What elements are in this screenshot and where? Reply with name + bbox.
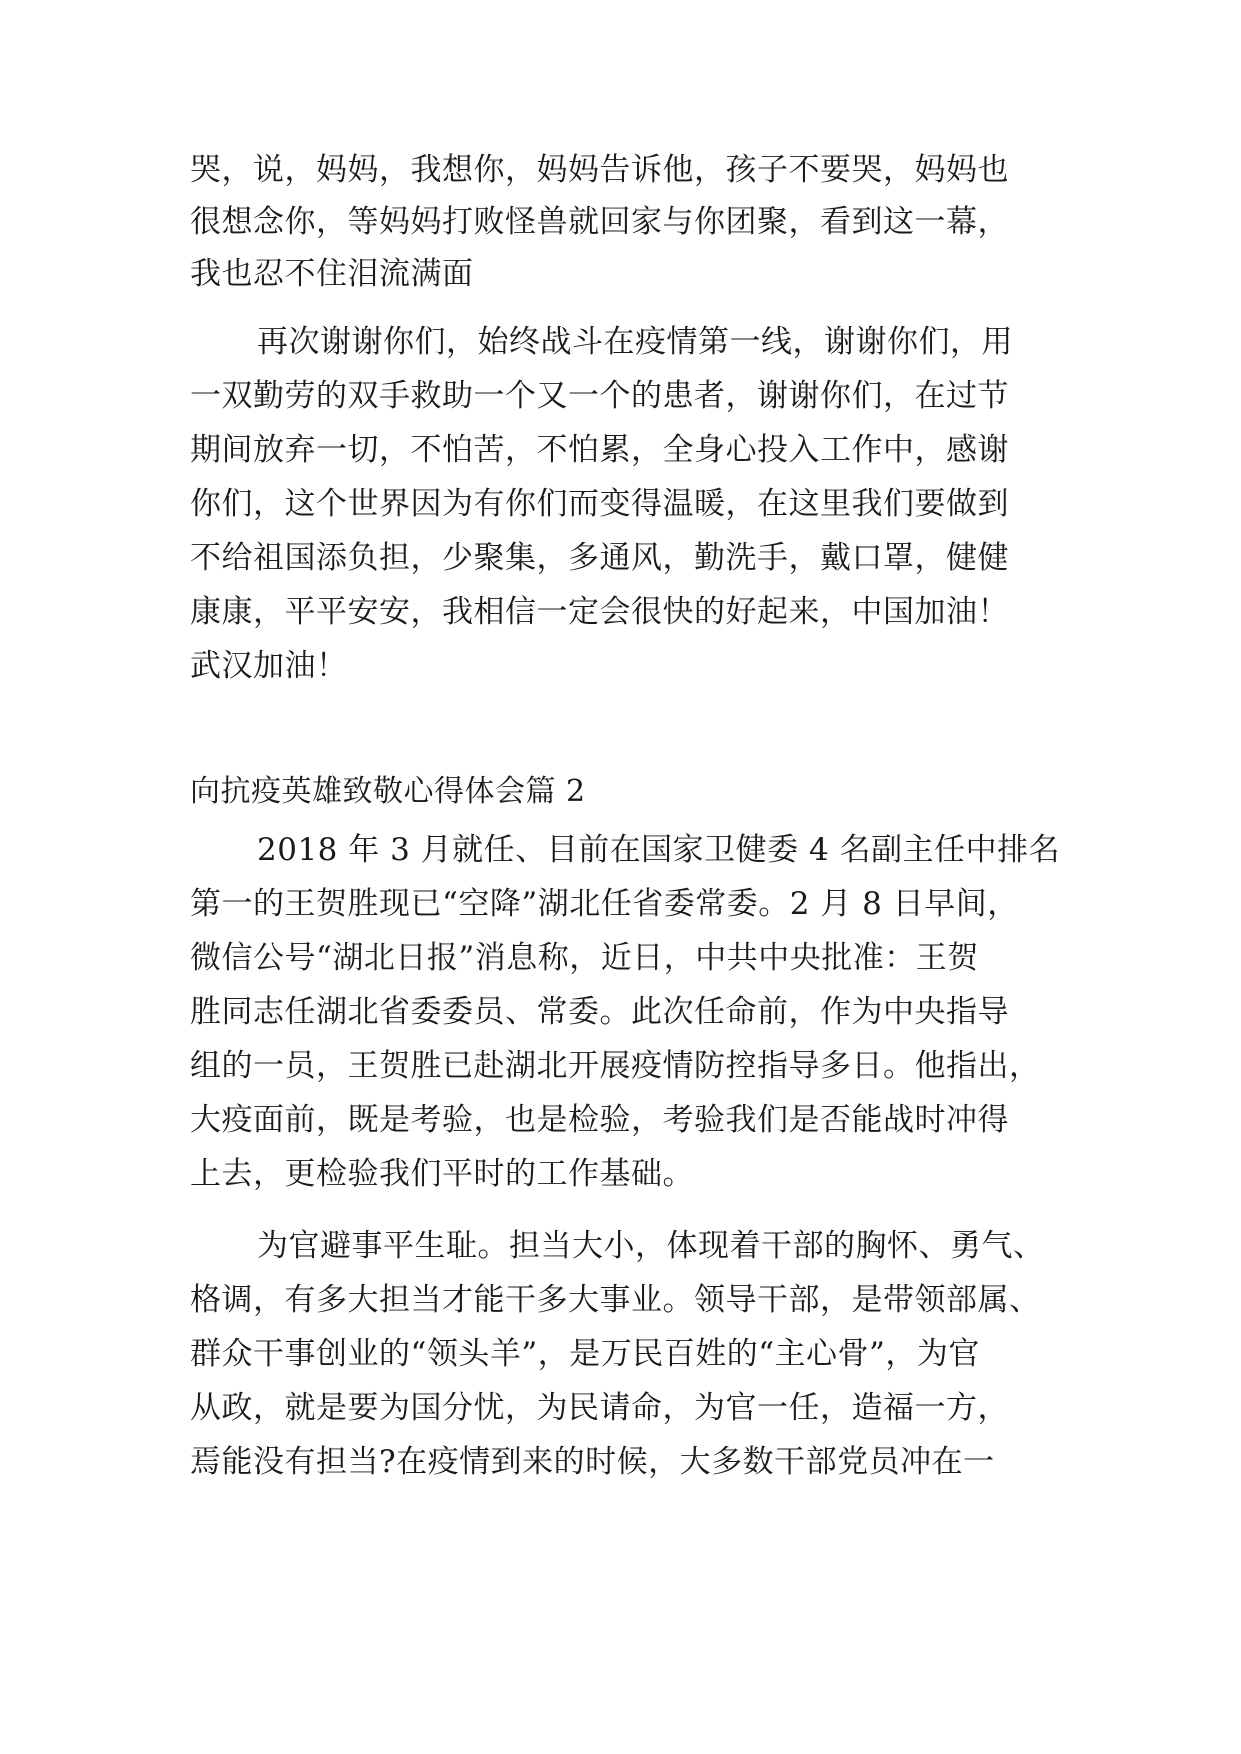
paragraph-line: 第一的王贺胜现已“空降”湖北任省委常委。2 月 8 日早间，	[190, 886, 1019, 922]
paragraph-line: 上去，更检验我们平时的工作基础。	[190, 1156, 694, 1192]
paragraph-line: 微信公号“湖北日报”消息称，近日，中共中央批准：王贺	[190, 940, 979, 976]
paragraph-line: 2018 年 3 月就任、目前在国家卫健委 4 名副主任中排名	[257, 832, 1061, 868]
paragraph-line: 期间放弃一切，不怕苦，不怕累，全身心投入工作中，感谢	[190, 432, 1009, 468]
paragraph-line: 为官避事平生耻。担当大小，体现着干部的胸怀、勇气、	[257, 1228, 1045, 1264]
paragraph-line: 一双勤劳的双手救助一个又一个的患者，谢谢你们，在过节	[190, 378, 1009, 414]
paragraph-line: 很想念你，等妈妈打败怪兽就回家与你团聚，看到这一幕，	[190, 204, 1009, 240]
paragraph-line: 哭，说，妈妈，我想你，妈妈告诉他，孩子不要哭，妈妈也	[190, 152, 1009, 188]
paragraph-line: 组的一员，王贺胜已赴湖北开展疫情防控指导多日。他指出，	[190, 1048, 1041, 1084]
paragraph-line: 武汉加油！	[190, 648, 348, 684]
paragraph-line: 焉能没有担当?在疫情到来的时候，大多数干部党员冲在一	[190, 1444, 995, 1480]
paragraph-line: 再次谢谢你们，始终战斗在疫情第一线，谢谢你们，用	[257, 324, 1013, 360]
paragraph-line: 从政，就是要为国分忧，为民请命，为官一任，造福一方，	[190, 1390, 1009, 1426]
paragraph-line: 大疫面前，既是考验，也是检验，考验我们是否能战时冲得	[190, 1102, 1009, 1138]
paragraph-line: 格调，有多大担当才能干多大事业。领导干部，是带领部属、	[190, 1282, 1041, 1318]
paragraph-line: 你们，这个世界因为有你们而变得温暖，在这里我们要做到	[190, 486, 1009, 522]
section-heading: 向抗疫英雄致敬心得体会篇 2	[190, 774, 586, 809]
paragraph-line: 不给祖国添负担，少聚集，多通风，勤洗手，戴口罩，健健	[190, 540, 1009, 576]
paragraph-line: 群众干事创业的“领头羊”，是万民百姓的“主心骨”，为官	[190, 1336, 980, 1372]
paragraph-line: 我也忍不住泪流满面	[190, 256, 474, 292]
paragraph-line: 康康，平平安安，我相信一定会很快的好起来，中国加油！	[190, 594, 1009, 630]
paragraph-line: 胜同志任湖北省委委员、常委。此次任命前，作为中央指导	[190, 994, 1009, 1030]
